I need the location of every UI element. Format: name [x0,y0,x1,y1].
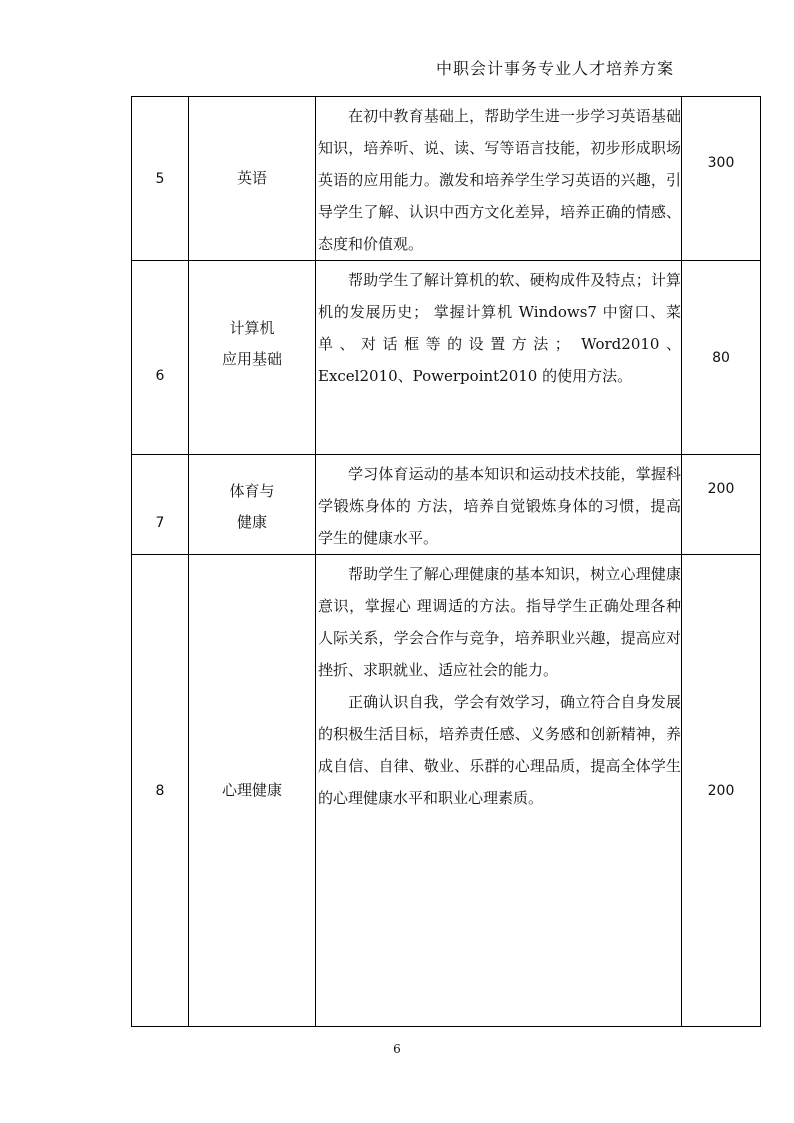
table-row-computer [132,261,761,455]
table-row-english [132,97,761,261]
table-row-pe [132,455,761,555]
course-table [131,96,761,1027]
description-paragraph: 帮助学生了解心理健康的基本知识，树立心理健康意识，掌握心 理调适的方法。指导学生正确处理各种人际关系，学会合作与竞争，培养职业兴趣，提高应对挫折、求职就业、适应社会的能力。 [318,565,681,679]
course-name-line: 应用基础 [221,349,282,368]
page-header-title: 中职会计事务专业人才培养方案 [435,59,674,78]
course-description [316,261,682,455]
course-number: 5 [132,97,189,261]
course-name-line: 心理健康 [221,781,282,799]
table-row-mental-health [132,555,761,1027]
course-name [189,555,316,1027]
course-description [316,455,682,555]
course-name-line: 计算机 [229,318,275,337]
course-hours: 80 [682,261,761,455]
course-hours: 200 [682,555,761,1027]
course-name [189,97,316,261]
description-paragraph: 在初中教育基础上，帮助学生进一步学习英语基础知识，培养听、说、读、写等语言技能，初步形成职场英语的应用能力。激发和培养学生学习英语的兴趣，引导学生了解、认识中西方文化差异，培养正确的情感、态度和价值观。 [318,107,681,253]
course-name [189,261,316,455]
course-hours: 200 [682,455,761,555]
course-name-line: 英语 [236,169,267,187]
description-paragraph: 学习体育运动的基本知识和运动技术技能，掌握科学锻炼身体的 方法，培养自觉锻炼身体的习惯，提高学生的健康水平。 [318,465,681,547]
description-paragraph: 正确认识自我，学会有效学习，确立符合自身发展的积极生活目标，培养责任感、义务感和创新精神，养成自信、自律、敬业、乐群的心理品质，提高全体学生的心理健康水平和职业心理素质。 [318,693,681,807]
course-number: 8 [132,555,189,1027]
description-paragraph: 帮助学生了解计算机的软、硬构成件及特点；计算机的发展历史； 掌握计算机 Windows7 中窗口、菜单、对话框等的设置方法； Word2010、Excel2010、Powerpoint2010 的使用方法。 [318,271,681,385]
course-name-line: 健康 [236,512,267,531]
course-description [316,97,682,261]
course-hours: 300 [682,97,761,261]
course-name [189,455,316,555]
course-number: 6 [132,261,189,455]
course-name-line: 体育与 [229,481,275,500]
course-description [316,555,682,1027]
page-number: 6 [393,1042,401,1056]
course-number: 7 [132,455,189,555]
